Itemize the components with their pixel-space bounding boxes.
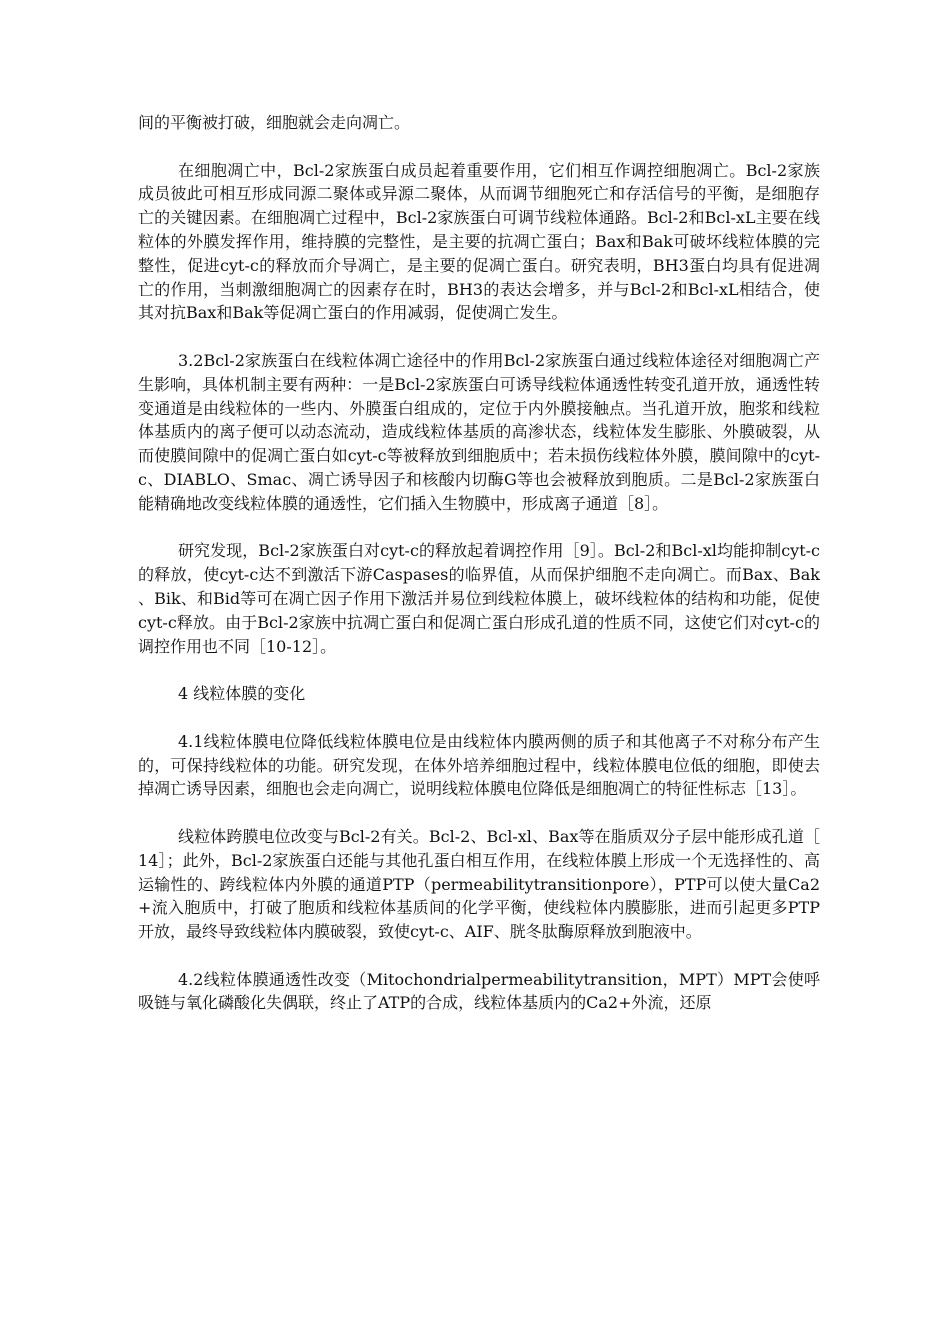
paragraph-section-4-1: 4.1线粒体膜电位降低线粒体膜电位是由线粒体内膜两侧的质子和其他离子不对称分布产生的，可保持线粒体的功能。研究发现，在体外培养细胞过程中，线粒体膜电位低的细胞，即使去掉凋亡诱导因素，细胞也会走向凋亡，说明线粒体膜电位降低是细胞凋亡的特征性标志［13］。 (138, 731, 820, 799)
document-body (138, 111, 820, 1039)
section-heading-4: 4 线粒体膜的变化 (178, 684, 306, 704)
paragraph-transmembrane-potential: 线粒体跨膜电位改变与Bcl-2有关。Bcl-2、Bcl-xl、Bax等在脂质双分子层中能形成孔道［14］；此外，Bcl-2家族蛋白还能与其他孔蛋白相互作用，在线粒体膜上形成一个无选择性的、高运输性的、跨线粒体内外膜的通道PTP（permeabilitytransitionpore），PTP可以使大量Ca2+流入胞质中，打破了胞质和线粒体基质间的化学平衡，使线粒体内膜膨胀，进而引起更多PTP开放，最终导致线粒体内膜破裂，致使cyt-c、AIF、胱冬肽酶原释放到胞液中。 (138, 826, 820, 942)
paragraph-continuation: 间的平衡被打破，细胞就会走向凋亡。 (138, 113, 411, 132)
paragraph-section-3-2: 3.2Bcl-2家族蛋白在线粒体凋亡途径中的作用Bcl-2家族蛋白通过线粒体途径对细胞凋亡产生影响，具体机制主要有两种：一是Bcl-2家族蛋白可诱导线粒体通透性转变孔道开放，通透性转变通道是由线粒体的一些内、外膜蛋白组成的，定位于内外膜接触点。当孔道开放，胞浆和线粒体基质内的离子便可以动态流动，造成线粒体基质的高渗状态，线粒体发生膨胀、外膜破裂，从而使膜间隙中的促凋亡蛋白如cyt-c等被释放到细胞质中；若未损伤线粒体外膜，膜间隙中的cyt-c、DIABLO、Smac、凋亡诱导因子和核酸内切酶G等也会被释放到胞质。二是Bcl-2家族蛋白能精确地改变线粒体膜的通透性，它们插入生物膜中，形成离子通道［8］。 (138, 350, 820, 513)
paragraph-section-4-2: 4.2线粒体膜通透性改变（Mitochondrialpermeabilitytransition，MPT）MPT会使呼吸链与氧化磷酸化失偶联，终止了ATP的合成，线粒体基质内的Ca2+外流，还原 (138, 969, 820, 1013)
paragraph-bcl2-family: 在细胞凋亡中，Bcl-2家族蛋白成员起着重要作用，它们相互作调控细胞凋亡。Bcl-2家族成员彼此可相互形成同源二聚体或异源二聚体，从而调节细胞死亡和存活信号的平衡，是细胞存亡的关键因素。在细胞凋亡过程中，Bcl-2家族蛋白可调节线粒体通路。Bcl-2和Bcl-xL主要在线粒体的外膜发挥作用，维持膜的完整性，是主要的抗凋亡蛋白；Bax和Bak可破坏线粒体膜的完整性，促进cyt-c的释放而介导凋亡，是主要的促凋亡蛋白。研究表明，BH3蛋白均具有促进凋亡的作用，当刺激细胞凋亡的因素存在时，BH3的表达会增多，并与Bcl-2和Bcl-xL相结合，使其对抗Bax和Bak等促凋亡蛋白的作用减弱，促使凋亡发生。 (138, 160, 820, 323)
paragraph-cytc-release: 研究发现，Bcl-2家族蛋白对cyt-c的释放起着调控作用［9］。Bcl-2和Bcl-xl均能抑制cyt-c的释放，使cyt-c达不到激活下游Caspases的临界值，从而保护细胞不走向凋亡。而Bax、Bak、Bik、和Bid等可在凋亡因子作用下激活并易位到线粒体膜上，破坏线粒体的结构和功能，促使cyt-c释放。由于Bcl-2家族中抗凋亡蛋白和促凋亡蛋白形成孔道的性质不同，这使它们对cyt-c的调控作用也不同［10-12］。 (138, 541, 820, 656)
